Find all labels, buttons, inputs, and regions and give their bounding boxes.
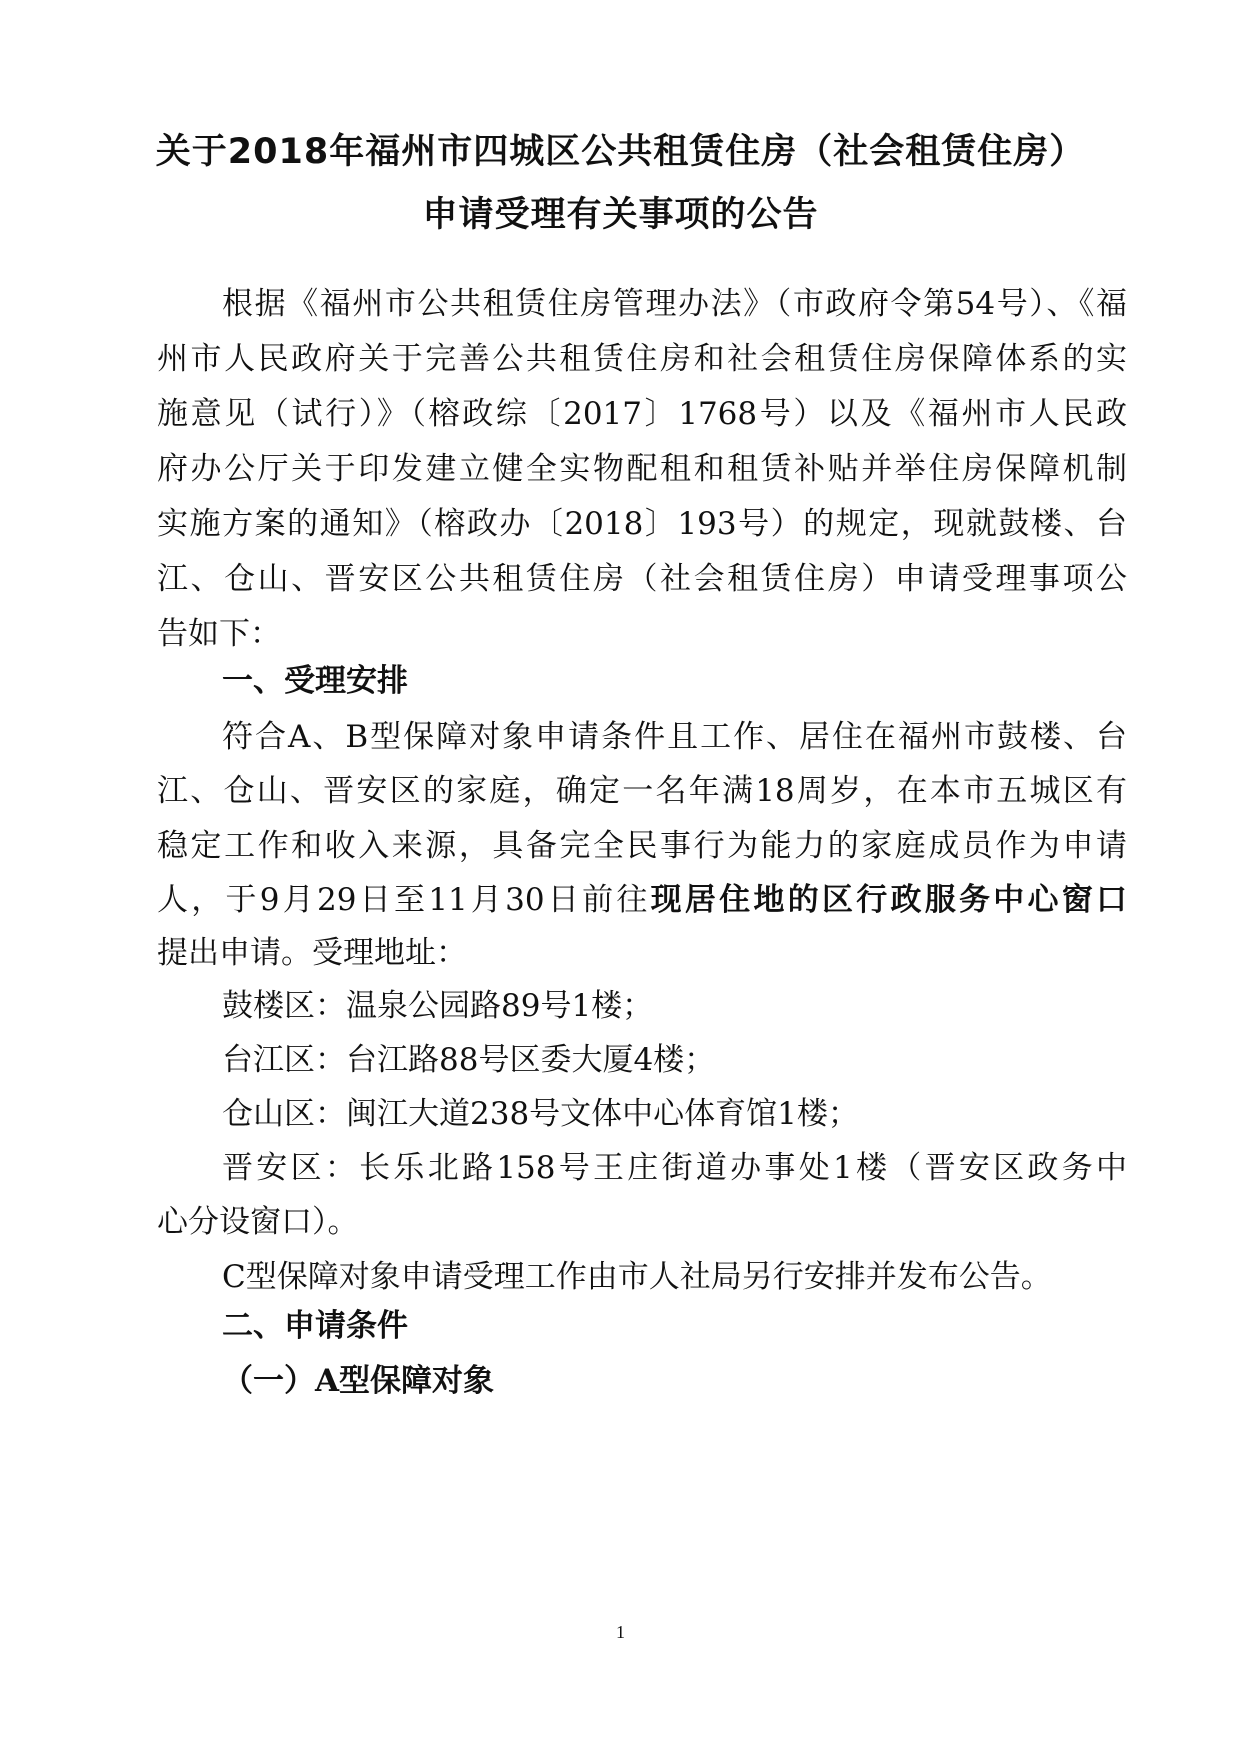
intro-line-4: 府办公厅关于印发建立健全实物配租和租赁补贴并举住房保障机制 bbox=[157, 451, 1127, 487]
section1-line-2: 江、仓山、晋安区的家庭，确定一名年满18周岁，在本市五城区有 bbox=[157, 773, 1127, 809]
intro-line-7: 告如下： bbox=[157, 616, 281, 652]
address-jinan-cont: 心分设窗口）。 bbox=[157, 1204, 359, 1240]
address-gulou: 鼓楼区：温泉公园路89号1楼； bbox=[222, 988, 654, 1024]
section1-line-5: 提出申请。受理地址： bbox=[157, 935, 467, 971]
intro-line-6: 江、仓山、晋安区公共租赁住房（社会租赁住房）申请受理事项公 bbox=[157, 561, 1127, 597]
section-heading-2: 二、申请条件 bbox=[222, 1308, 408, 1344]
section1-line-3: 稳定工作和收入来源，具备完全民事行为能力的家庭成员作为申请 bbox=[157, 828, 1127, 864]
service-window-emphasis: 现居住地的区行政服务中心窗口 bbox=[650, 882, 1128, 918]
intro-line-1: 根据《福州市公共租赁住房管理办法》（市政府令第54号）、《福 bbox=[222, 286, 1127, 322]
title-line-1: 关于2018年福州市四城区公共租赁住房（社会租赁住房） bbox=[155, 132, 1086, 172]
intro-line-3: 施意见（试行）》（榕政综〔2017〕1768号）以及《福州市人民政 bbox=[157, 396, 1127, 432]
section1-line-1: 符合A、B型保障对象申请条件且工作、居住在福州市鼓楼、台 bbox=[222, 719, 1127, 755]
subsection-heading-a-type: （一）A型保障对象 bbox=[222, 1363, 495, 1399]
address-taijiang: 台江区：台江路88号区委大厦4楼； bbox=[222, 1042, 716, 1078]
page-number: 1 bbox=[616, 1622, 625, 1642]
title-line-2: 申请受理有关事项的公告 bbox=[422, 195, 819, 235]
section1-line-4 bbox=[157, 880, 1127, 920]
section1-line-4-prefix: 人，于9月29日至11月30日前往 bbox=[157, 882, 651, 918]
section-heading-1: 一、受理安排 bbox=[222, 663, 408, 699]
address-jinan: 晋安区：长乐北路158号王庄街道办事处1楼（晋安区政务中 bbox=[222, 1150, 1127, 1186]
intro-line-5: 实施方案的通知》（榕政办〔2018〕193号）的规定，现就鼓楼、台 bbox=[157, 506, 1127, 542]
c-type-note: C型保障对象申请受理工作由市人社局另行安排并发布公告。 bbox=[222, 1259, 1052, 1295]
intro-line-2: 州市人民政府关于完善公共租赁住房和社会租赁住房保障体系的实 bbox=[157, 341, 1127, 377]
address-cangshan: 仓山区：闽江大道238号文体中心体育馆1楼； bbox=[222, 1096, 859, 1132]
